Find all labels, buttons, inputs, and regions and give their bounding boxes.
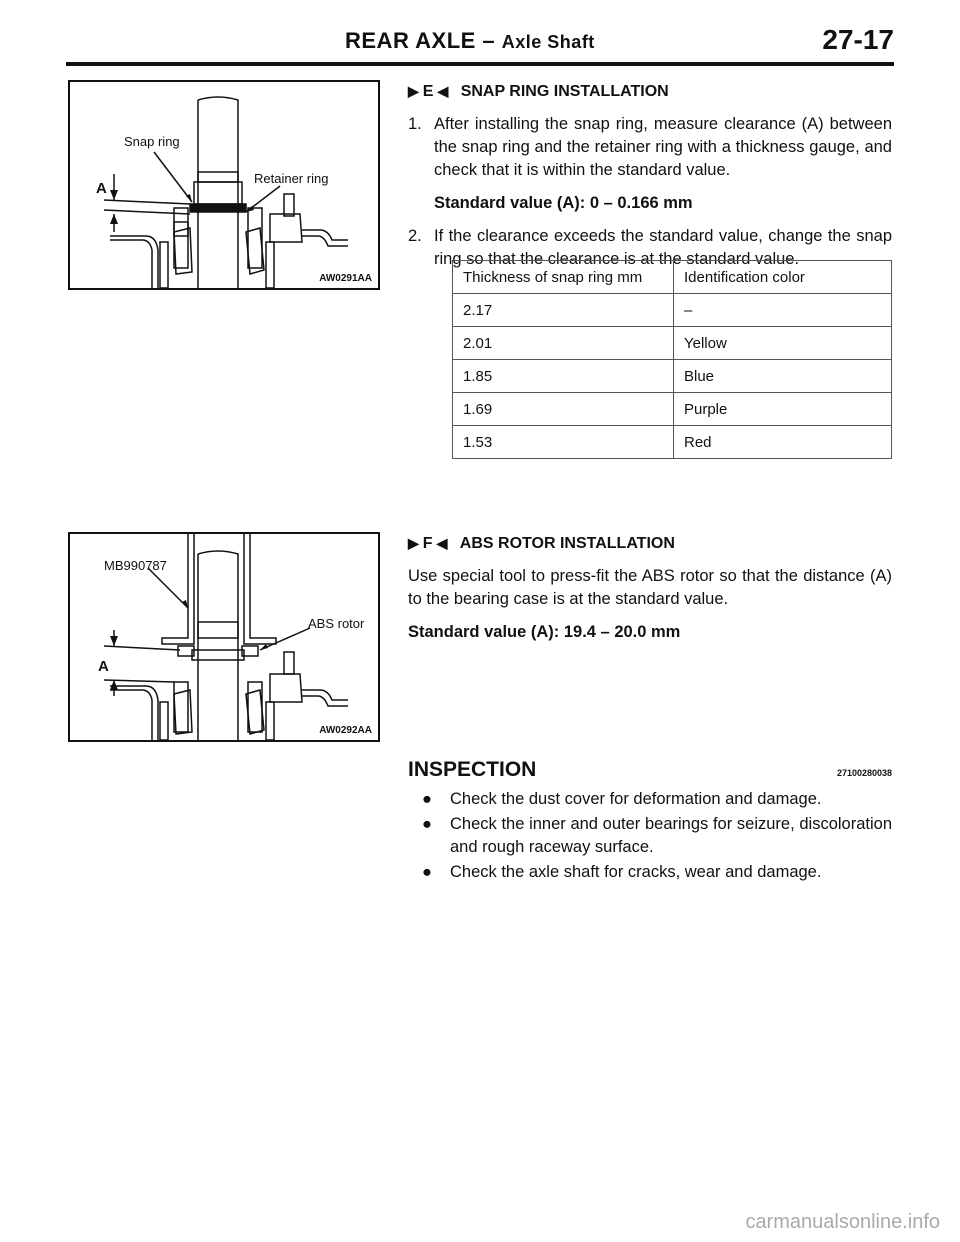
section-snap-ring	[408, 80, 892, 281]
snap-ring-table	[452, 260, 892, 459]
table-cell: 1.53	[453, 426, 674, 459]
table-cell: Red	[674, 426, 892, 459]
list-item-text: Check the axle shaft for cracks, wear and damage.	[450, 863, 822, 881]
table-cell: 2.17	[453, 294, 674, 327]
table-cell: Purple	[674, 393, 892, 426]
label-special-tool: MB990787	[104, 558, 167, 573]
list-item-text: Check the dust cover for deformation and damage.	[450, 790, 822, 808]
table-header: Thickness of snap ring mm	[453, 261, 674, 294]
table-header: Identification color	[674, 261, 892, 294]
step-item	[408, 113, 892, 182]
page-number: 27-17	[822, 24, 894, 55]
step-text: If the clearance exceeds the standard value, change the snap ring so that the clearance is at the standard value.	[434, 227, 892, 268]
section-marker: F	[422, 535, 433, 552]
table-cell: –	[674, 294, 892, 327]
section-marker: E	[422, 83, 434, 100]
label-abs-rotor: ABS rotor	[308, 616, 365, 631]
snap-ring-drawing	[70, 82, 378, 288]
figure-abs-rotor	[68, 532, 380, 742]
triangle-left-icon: ◀	[437, 83, 449, 99]
table-cell: 2.01	[453, 327, 674, 360]
list-item-text: Check the inner and outer bearings for seizure, discoloration and rough raceway surface.	[450, 815, 892, 856]
step-number: 2.	[408, 227, 422, 245]
standard-value: Standard value (A): 0 – 0.166 mm	[434, 194, 693, 212]
bullet-icon: ●	[422, 815, 432, 833]
header-rule	[66, 62, 894, 66]
table-cell: Yellow	[674, 327, 892, 360]
table-row	[453, 327, 892, 360]
section-text: Use special tool to press-fit the ABS rotor so that the distance (A) to the bearing case is at the standard value.	[408, 567, 892, 608]
bullet-icon: ●	[422, 863, 432, 881]
table-cell: 1.69	[453, 393, 674, 426]
step-text: After installing the snap ring, measure clearance (A) between the snap ring and the retainer ring with a thickness gauge, and check that it is within the standard value.	[434, 115, 892, 179]
section-abs-rotor	[408, 532, 892, 644]
table-cell: Blue	[674, 360, 892, 393]
header-title: REAR AXLE	[345, 28, 476, 53]
list-item	[408, 788, 892, 811]
inspection-code: 27100280038	[836, 768, 892, 778]
table-row	[453, 393, 892, 426]
table-row	[453, 426, 892, 459]
label-snap-ring: Snap ring	[124, 134, 180, 149]
header-subtitle: Axle Shaft	[501, 32, 595, 52]
label-dimension-a: A	[98, 658, 109, 675]
inspection-heading	[408, 758, 892, 782]
label-retainer-ring: Retainer ring	[254, 171, 329, 186]
figure-code: AW0292AA	[319, 725, 372, 736]
figure-code: AW0291AA	[319, 273, 372, 284]
section-title: SNAP RING INSTALLATION	[460, 83, 669, 100]
watermark: carmanualsonline.info	[745, 1211, 940, 1233]
step-number: 1.	[408, 115, 422, 133]
section-heading	[408, 80, 892, 103]
section-title: ABS ROTOR INSTALLATION	[459, 535, 675, 552]
label-dimension-a: A	[96, 180, 107, 197]
triangle-left-icon: ◀	[436, 535, 448, 551]
inspection-title: INSPECTION	[408, 758, 537, 781]
page-header-title	[345, 28, 595, 54]
section-heading	[408, 532, 892, 555]
table-cell: 1.85	[453, 360, 674, 393]
figure-snap-ring	[68, 80, 380, 290]
standard-value: Standard value (A): 19.4 – 20.0 mm	[408, 623, 681, 641]
table-header-row	[453, 261, 892, 294]
table-row	[453, 360, 892, 393]
list-item	[408, 861, 892, 884]
triangle-right-icon: ▶	[408, 535, 419, 551]
triangle-right-icon: ▶	[408, 83, 419, 99]
list-item	[408, 813, 892, 859]
bullet-icon: ●	[422, 790, 432, 808]
inspection-list	[408, 788, 892, 886]
header-dash: –	[475, 28, 502, 53]
table-row	[453, 294, 892, 327]
